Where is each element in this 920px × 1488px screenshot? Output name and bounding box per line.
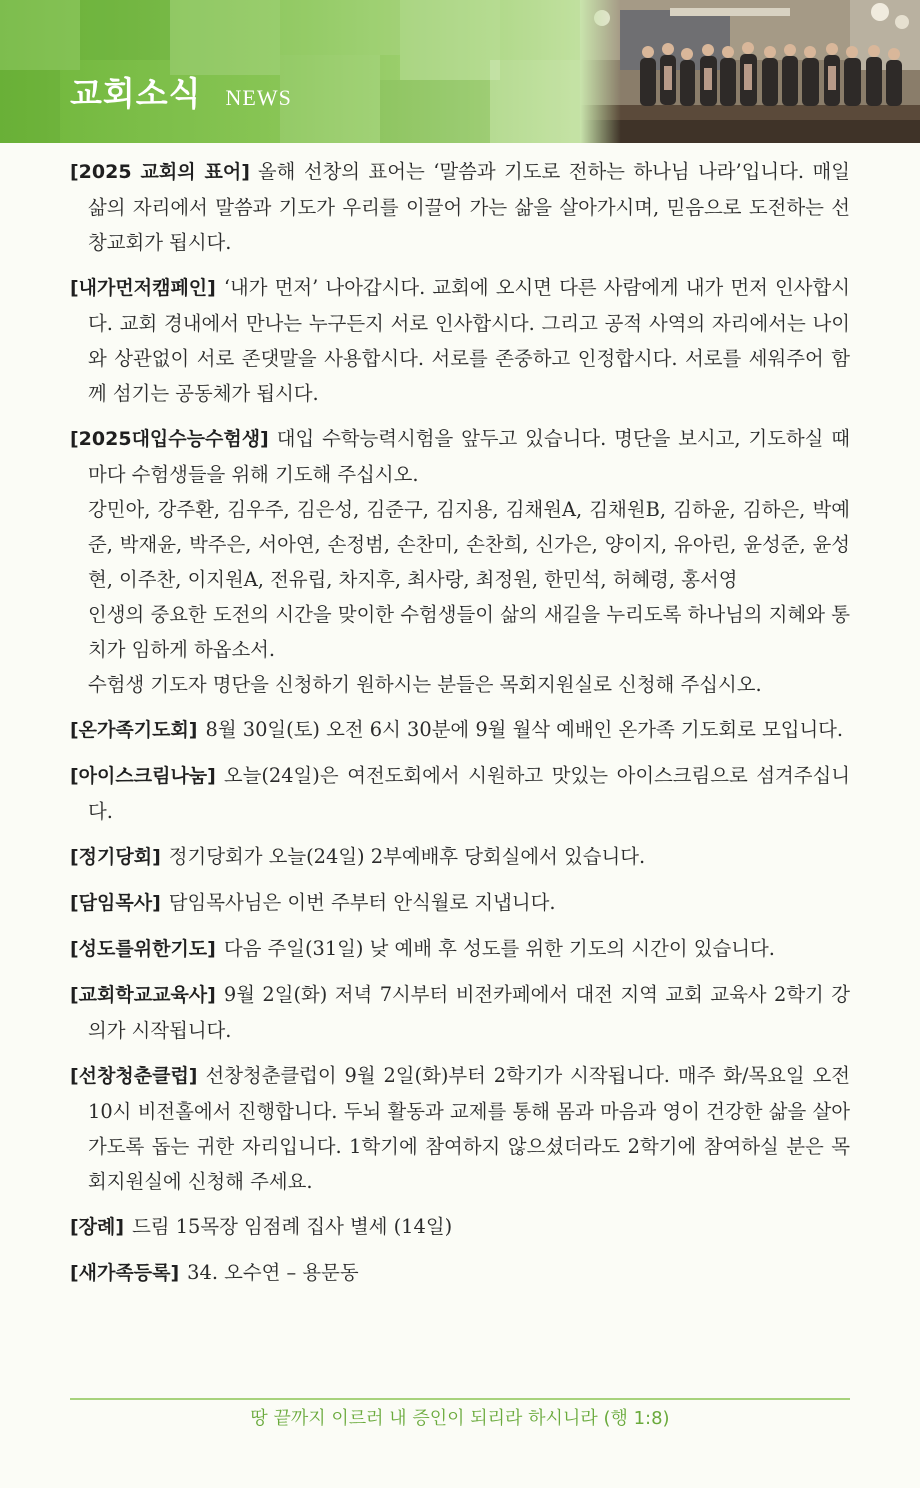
news-paragraph: [70, 421, 850, 492]
news-item: [70, 270, 850, 411]
news-paragraph: [70, 1058, 850, 1199]
news-text: 강민아, 강주환, 김우주, 김은성, 김준구, 김지용, 김채원A, 김채원B, 김하윤, 김하은, 박예준, 박재윤, 박주은, 서아연, 손정범, 손찬미, 손찬희, 신가은, 양이지, 유아린, 윤성준, 윤성현, 이주찬, 이지원A, 전유립, 차지후, 최사랑, 최정원, 한민석, 허혜령, 홍서영: [88, 498, 850, 591]
decor-tile: [380, 80, 490, 143]
news-tag: [담임목사]: [70, 892, 161, 914]
news-tag: [성도를위한기도]: [70, 938, 216, 960]
news-paragraph: [70, 885, 850, 921]
news-text: 담임목사님은 이번 주부터 안식월로 지냅니다.: [168, 891, 556, 914]
decor-tile: [500, 0, 580, 60]
news-paragraph: [70, 1209, 850, 1245]
footer-divider: [70, 1398, 850, 1400]
decor-tile: [0, 70, 60, 143]
header-banner: [0, 0, 920, 143]
news-text: 정기당회가 오늘(24일) 2부예배후 당회실에서 있습니다.: [168, 845, 646, 868]
news-paragraph: [70, 931, 850, 967]
news-text: 8월 30일(토) 오전 6시 30분에 9월 월삭 예배인 온가족 기도회로 모입니다.: [205, 718, 844, 741]
decor-tile: [400, 0, 500, 80]
footer-verse: 땅 끝까지 이르러 내 증인이 되리라 하시니라 (행 1:8): [250, 1408, 670, 1429]
news-text: 34. 오수연 – 용문동: [187, 1261, 359, 1284]
news-tag: [2025대입수능수험생]: [70, 428, 269, 450]
news-item: [70, 712, 850, 748]
news-tag: [장례]: [70, 1216, 125, 1238]
choir-photo: [580, 0, 920, 143]
news-tag: [아이스크림나눔]: [70, 765, 216, 787]
decor-tile: [280, 0, 400, 55]
news-tag: [온가족기도회]: [70, 719, 198, 741]
news-text: 올해 선창의 표어는 ‘말씀과 기도로 전하는 하나님 나라’입니다. 매일 삶의 자리에서 말씀과 기도가 우리를 이끌어 가는 삶을 살아가시며, 믿음으로 도전하는 선창교회가 됩시다.: [88, 160, 850, 254]
news-paragraph: [70, 1255, 850, 1291]
news-paragraph: [70, 667, 850, 702]
news-paragraph: [70, 270, 850, 411]
news-item: [70, 885, 850, 921]
news-tag: [새가족등록]: [70, 1262, 180, 1284]
news-tag: [2025 교회의 표어]: [70, 161, 250, 183]
news-text: 9월 2일(화) 저녁 7시부터 비전카페에서 대전 지역 교회 교육사 2학기 강의가 시작됩니다.: [88, 983, 850, 1042]
page-subtitle: NEWS: [225, 85, 292, 110]
news-tag: [교회학교교육사]: [70, 984, 216, 1006]
news-text: 선창청춘클럽이 9월 2일(화)부터 2학기가 시작됩니다. 매주 화/목요일 오전 10시 비전홀에서 진행합니다. 두뇌 활동과 교제를 통해 몸과 마음과 영이 건강한 삶을 살아가도록 돕는 귀한 자리입니다. 1학기에 참여하지 않으셨더라도 2학기에 참여하실 분은 목회지원실에 신청해 주세요.: [88, 1064, 850, 1193]
header-title: [70, 68, 292, 115]
news-item: [70, 1209, 850, 1245]
news-text: 대입 수학능력시험을 앞두고 있습니다. 명단을 보시고, 기도하실 때마다 수험생들을 위해 기도해 주십시오.: [88, 427, 850, 486]
decor-tile: [490, 60, 580, 143]
news-item: [70, 1255, 850, 1291]
news-paragraph: [70, 839, 850, 875]
decor-tile: [0, 0, 80, 70]
news-text: 인생의 중요한 도전의 시간을 맞이한 수험생들이 삶의 새길을 누리도록 하나님의 지혜와 통치가 임하게 하옵소서.: [88, 603, 850, 661]
news-item: [70, 1058, 850, 1199]
news-paragraph: [70, 758, 850, 829]
news-text: 드림 15목장 임점례 집사 별세 (14일): [132, 1215, 453, 1238]
news-tag: [정기당회]: [70, 846, 161, 868]
news-paragraph: [70, 977, 850, 1048]
news-paragraph: [70, 712, 850, 748]
decor-tile: [80, 0, 170, 60]
news-list: [70, 154, 850, 1301]
decor-tile: [280, 55, 380, 143]
news-item: [70, 421, 850, 702]
news-text: 수험생 기도자 명단을 신청하기 원하시는 분들은 목회지원실로 신청해 주십시오.: [88, 673, 762, 696]
news-paragraph: [70, 154, 850, 260]
news-tag: [선창청춘클럽]: [70, 1065, 198, 1087]
news-item: [70, 931, 850, 967]
news-text: 오늘(24일)은 여전도회에서 시원하고 맛있는 아이스크림으로 섬겨주십니다.: [88, 764, 850, 823]
news-item: [70, 977, 850, 1048]
page-title: 교회소식: [70, 74, 202, 113]
news-item: [70, 154, 850, 260]
news-text: ‘내가 먼저’ 나아갑시다. 교회에 오시면 다른 사람에게 내가 먼저 인사합시다. 교회 경내에서 만나는 누구든지 서로 인사합시다. 그리고 공적 사역의 자리에서는 나이와 상관없이 서로 존댓말을 사용합시다. 서로를 존중하고 인정합시다. 서로를 세워주어 함께 섬기는 공동체가 됩시다.: [88, 276, 850, 405]
news-text: 다음 주일(31일) 낮 예배 후 성도를 위한 기도의 시간이 있습니다.: [223, 937, 775, 960]
news-item: [70, 839, 850, 875]
news-tag: [내가먼저캠페인]: [70, 277, 216, 299]
decor-tile: [170, 0, 280, 75]
news-paragraph: [70, 492, 850, 597]
news-item: [70, 758, 850, 829]
news-paragraph: [70, 597, 850, 667]
